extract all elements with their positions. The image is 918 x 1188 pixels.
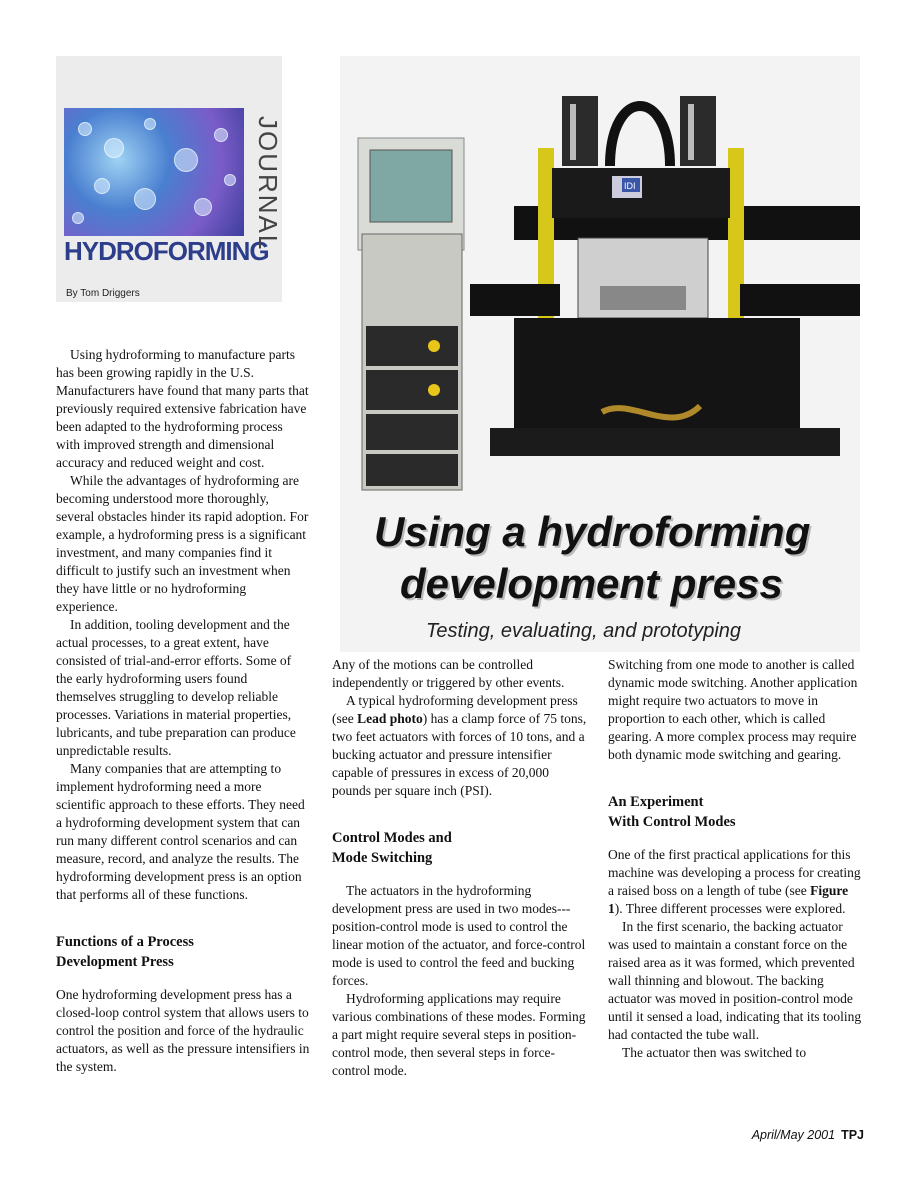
paragraph: One of the first practical applications for this machine was developing a process for creating a raised boss on a length of tube (see Figure 1). Three different processes were explored. [608, 847, 861, 916]
paragraph: In addition, tooling development and the actual processes, to a great extent, have consisted of trial-and-error efforts. Some of the early hydroforming users found themselves struggling to develop reliable processes. Variations in material properties, lubricants, and tube preparation can produce unpredictable results. [56, 617, 296, 758]
article-title-line1: Using a hydroforming [374, 508, 811, 555]
logo-journal-vertical: JOURNAL [253, 116, 283, 252]
figure-reference: Figure 1 [608, 883, 849, 916]
paragraph: Using hydroforming to manufacture parts has been growing rapidly in the U.S. Manufacturers have found that many parts that previously required extensive fabrication have been adapted to the hydroforming process with improved strength and dimensional accuracy and reduced weight and cost. [56, 347, 309, 470]
paragraph: The actuator then was switched to [622, 1045, 807, 1060]
byline: By Tom Driggers [66, 288, 140, 299]
paragraph: Switching from one mode to another is called dynamic mode switching. Another application might require two actuators to move in proportion to each other, which is called gearing. A more complex process may require both dynamic mode switching and gearing. [608, 657, 858, 762]
paragraph: Many companies that are attempting to implement hydroforming need a more scientific approach to these efforts. They need a hydroforming development system that can run many different control scenarios and can measure, record, and analyze the results. The hydroforming development press is an option that performs all of these functions. [56, 761, 305, 902]
water-droplets-image [64, 108, 244, 236]
column-2 [332, 656, 588, 1080]
paragraph: The actuators in the hydroforming development press are used in two modes---position-control mode is used to control the linear motion of the actuator, and force-control mode is used to control the feed and bucking forces. [332, 883, 586, 988]
magazine-abbrev: TPJ [841, 1128, 864, 1142]
article-title-line2: development press [400, 560, 783, 607]
masthead-logo [56, 56, 282, 302]
column-1 [56, 346, 310, 1076]
paragraph: A typical hydroforming development press (see Lead photo) has a clamp force of 75 tons, two feet actuators with forces of 10 tons, and a bucking actuator and pressure intensifier capable of pressures in excess of 20,000 pounds per square inch (PSI). [332, 693, 587, 798]
paragraph: Hydroforming applications may require various combinations of these modes. Forming a part might require several steps in position-control mode, then several steps in force-control mode. [332, 991, 586, 1078]
nameplate-text: IDI [624, 181, 636, 191]
paragraph: Any of the motions can be controlled independently or triggered by other events. [332, 657, 565, 690]
paragraph: In the first scenario, the backing actuator was used to maintain a constant force on the raised area as it was formed, which prevented wall thinning and blowout. The backing actuator was moved in position-control mode until it sensed a load, indicating that its tooling had contacted the tube wall. [608, 919, 862, 1042]
article-subtitle: Testing, evaluating, and prototyping [426, 620, 742, 642]
section-heading: Functions of a Process Development Press [56, 934, 194, 970]
issue-date: April/May 2001 [751, 1128, 836, 1142]
logo-wordmark: HYDROFORMING [64, 236, 269, 266]
section-heading: Control Modes and Mode Switching [332, 830, 452, 866]
paragraph: While the advantages of hydroforming are becoming understood more thoroughly, several obstacles hinder its rapid adoption. For example, a hydroforming press is a significant investment, and many companies find it difficult to justify such an investment when they have little or no hydroforming experience. [56, 473, 309, 614]
paragraph: One hydroforming development press has a closed-loop control system that allows users to control the position and force of the hydraulic actuators, as well as the pressure intensifiers in the system. [56, 987, 310, 1074]
section-heading: An Experiment With Control Modes [608, 794, 736, 830]
lead-photo-reference: Lead photo [357, 711, 423, 726]
page-footer [752, 1128, 864, 1142]
column-3 [608, 656, 864, 1062]
